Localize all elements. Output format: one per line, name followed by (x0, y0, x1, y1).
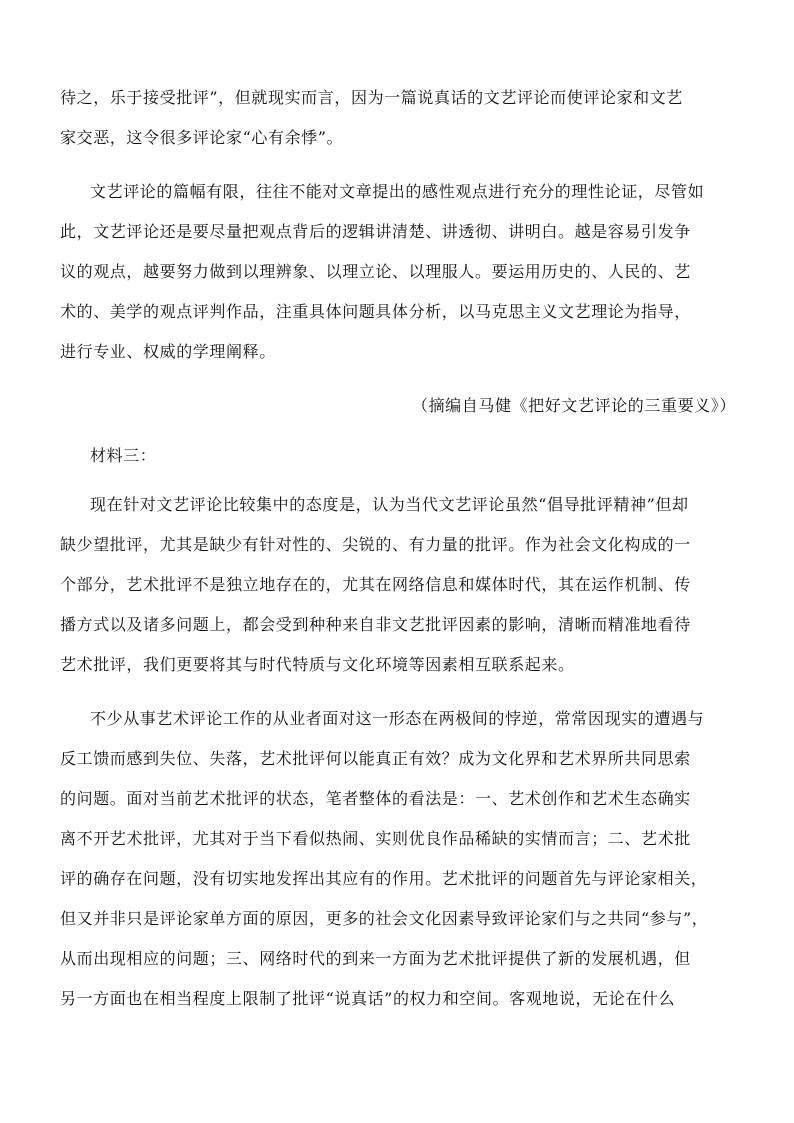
text-line-6: 术的、美学的观点评判作品，注重具体问题具体分析，以马克思主义文艺理论为指导， (60, 302, 691, 321)
text-line-8: 现在针对文艺评论比较集中的态度是，认为当代文艺评论虽然“倡导批评精神”但却 (90, 495, 689, 514)
text-line-1: 待之，乐于接受批评”，但就现实而言，因为一篇说真话的文艺评论而使评论家和文艺 (60, 88, 683, 107)
source-citation: （摘编自马健《把好文艺评论的三重要义》） (411, 396, 736, 415)
text-line-16: 离不开艺术批评，尤其对于当下看似热闹、实则优良作品稀缺的实情而言；二、艺术批 (60, 829, 691, 848)
text-line-13: 不少从事艺术评论工作的从业者面对这一形态在两极间的悖逆，常常因现实的遭遇与 (90, 709, 705, 728)
text-line-7: 进行专业、权威的学理阐释。 (60, 342, 276, 361)
text-line-18: 但又并非只是评论家单方面的原因，更多的社会文化因素导致评论家们与之共同“参与”， (60, 909, 709, 928)
text-line-19: 从而出现相应的问题；三、网络时代的到来一方面为艺术批评提供了新的发展机遇，但 (60, 949, 691, 968)
text-line-5: 议的观点，越要努力做到以理辨象、以理立论、以理服人。要运用历史的、人民的、艺 (60, 262, 691, 281)
text-line-11: 播方式以及诸多问题上，都会受到种种来自非文艺批评因素的影响，清晰而精准地看待 (60, 615, 691, 634)
text-line-15: 的问题。面对当前艺术批评的状态，笔者整体的看法是：一、艺术创作和艺术生态确实 (60, 789, 691, 808)
text-line-4: 此，文艺评论还是要尽量把观点背后的逻辑讲清楚、讲透彻、讲明白。越是容易引发争 (60, 222, 691, 241)
text-line-10: 个部分，艺术批评不是独立地存在的，尤其在网络信息和媒体时代，其在运作机制、传 (60, 575, 691, 594)
text-line-14: 反工馈而感到失位、失落，艺术批评何以能真正有效？成为文化界和艺术界所共同思索 (60, 749, 691, 768)
text-line-17: 评的确存在问题，没有切实地发挥出其应有的作用。艺术批评的问题首先与评论家相关， (60, 869, 708, 888)
text-line-2: 家交恶，这令很多评论家“心有余悸”。 (60, 128, 344, 147)
text-line-20: 另一方面也在相当程度上限制了批评“说真话”的权力和空间。客观地说，无论在什么 (60, 989, 676, 1008)
text-line-12: 艺术批评，我们更要将其与时代特质与文化环境等因素相互联系起来。 (60, 655, 575, 674)
text-line-3: 文艺评论的篇幅有限，往往不能对文章提出的感性观点进行充分的理性论证，尽管如 (90, 182, 705, 201)
section-heading-material-3: 材料三： (90, 446, 157, 465)
text-line-9: 缺少望批评，尤其是缺少有针对性的、尖锐的、有力量的批评。作为社会文化构成的一 (60, 535, 691, 554)
